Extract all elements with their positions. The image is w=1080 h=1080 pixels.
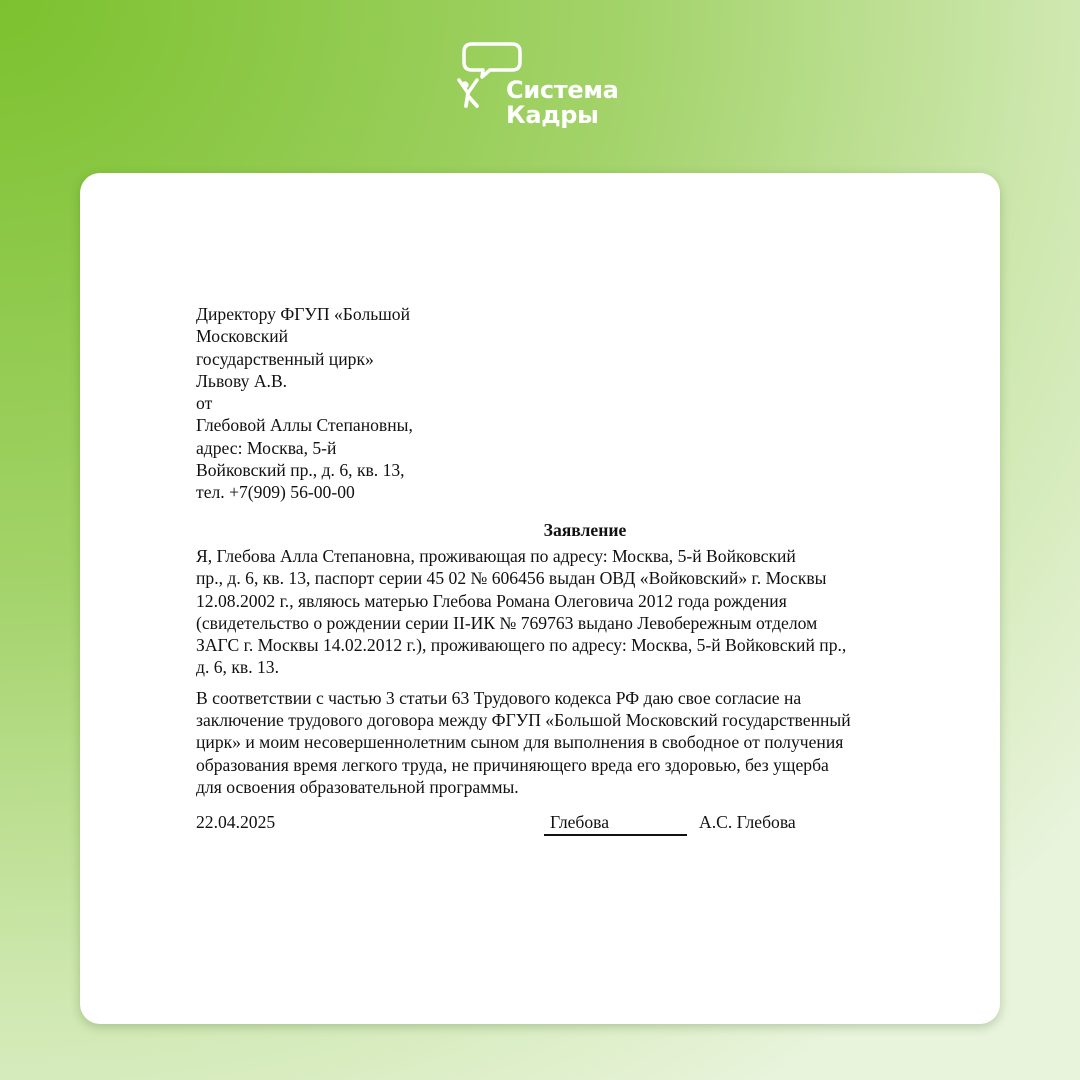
addressee-line: Директору ФГУП «Большой [196, 304, 411, 324]
paragraph-line: образования время легкого труда, не причиняющего вреда его здоровью, без ущерба [196, 754, 829, 775]
logo [456, 40, 636, 136]
logo-line-2: Кадры [506, 101, 599, 129]
addressee-line: адрес: Москва, 5-й [196, 437, 337, 458]
logo-line-1: Система [506, 76, 619, 104]
paragraph-line: д. 6, кв. 13. [196, 657, 279, 678]
paragraph-line: Я, Глебова Алла Степановна, проживающая по адресу: Москва, 5-й Войковский [196, 545, 796, 566]
paragraph-line: заключение трудового договора между ФГУП «Большой Московский государственный [196, 710, 851, 731]
logo-text [506, 78, 619, 128]
paragraph-line: пр., д. 6, кв. 13, паспорт серии 45 02 № 606456 выдан ОВД «Войковский» г. Москвы [196, 568, 827, 589]
signature-row [196, 811, 936, 851]
addressee-line: государственный цирк» [196, 348, 374, 369]
addressee-line: от [196, 393, 213, 414]
addressee-block [196, 303, 936, 504]
signer-name: А.С. Глебова [699, 812, 796, 833]
paragraph-line: (свидетельство о рождении серии II-ИК № 769763 выдано Левобережным отделом [196, 612, 818, 633]
signature-line [544, 811, 687, 836]
addressee-line: Львову А.В. [196, 370, 288, 391]
document [196, 303, 936, 851]
document-title: Заявление [543, 519, 627, 540]
document-card [80, 173, 1000, 1024]
document-date: 22.04.2025 [196, 812, 276, 833]
addressee-line: Войковский пр., д. 6, кв. 13, [196, 460, 405, 481]
paragraph-line: цирк» и моим несовершеннолетним сыном для выполнения в свободное от получения [196, 732, 844, 753]
paragraph-line: 12.08.2002 г., являюсь матерью Глебова Романа Олеговича 2012 года рождения [196, 590, 787, 611]
paragraph-line: ЗАГС г. Москвы 14.02.2012 г.), проживающего по адресу: Москва, 5-й Войковский пр., [196, 635, 847, 656]
addressee-line: Глебовой Аллы Степановны, [196, 415, 413, 436]
addressee-line: Московский [196, 326, 289, 347]
addressee-line: тел. +7(909) 56-00-00 [196, 482, 355, 503]
paragraph-1 [196, 545, 936, 679]
paragraph-2 [196, 687, 936, 798]
paragraph-line: для освоения образовательной программы. [196, 776, 519, 797]
signature: Глебова [550, 812, 610, 833]
paragraph-line: В соответствии с частью 3 статьи 63 Трудового кодекса РФ даю свое согласие на [196, 687, 802, 708]
